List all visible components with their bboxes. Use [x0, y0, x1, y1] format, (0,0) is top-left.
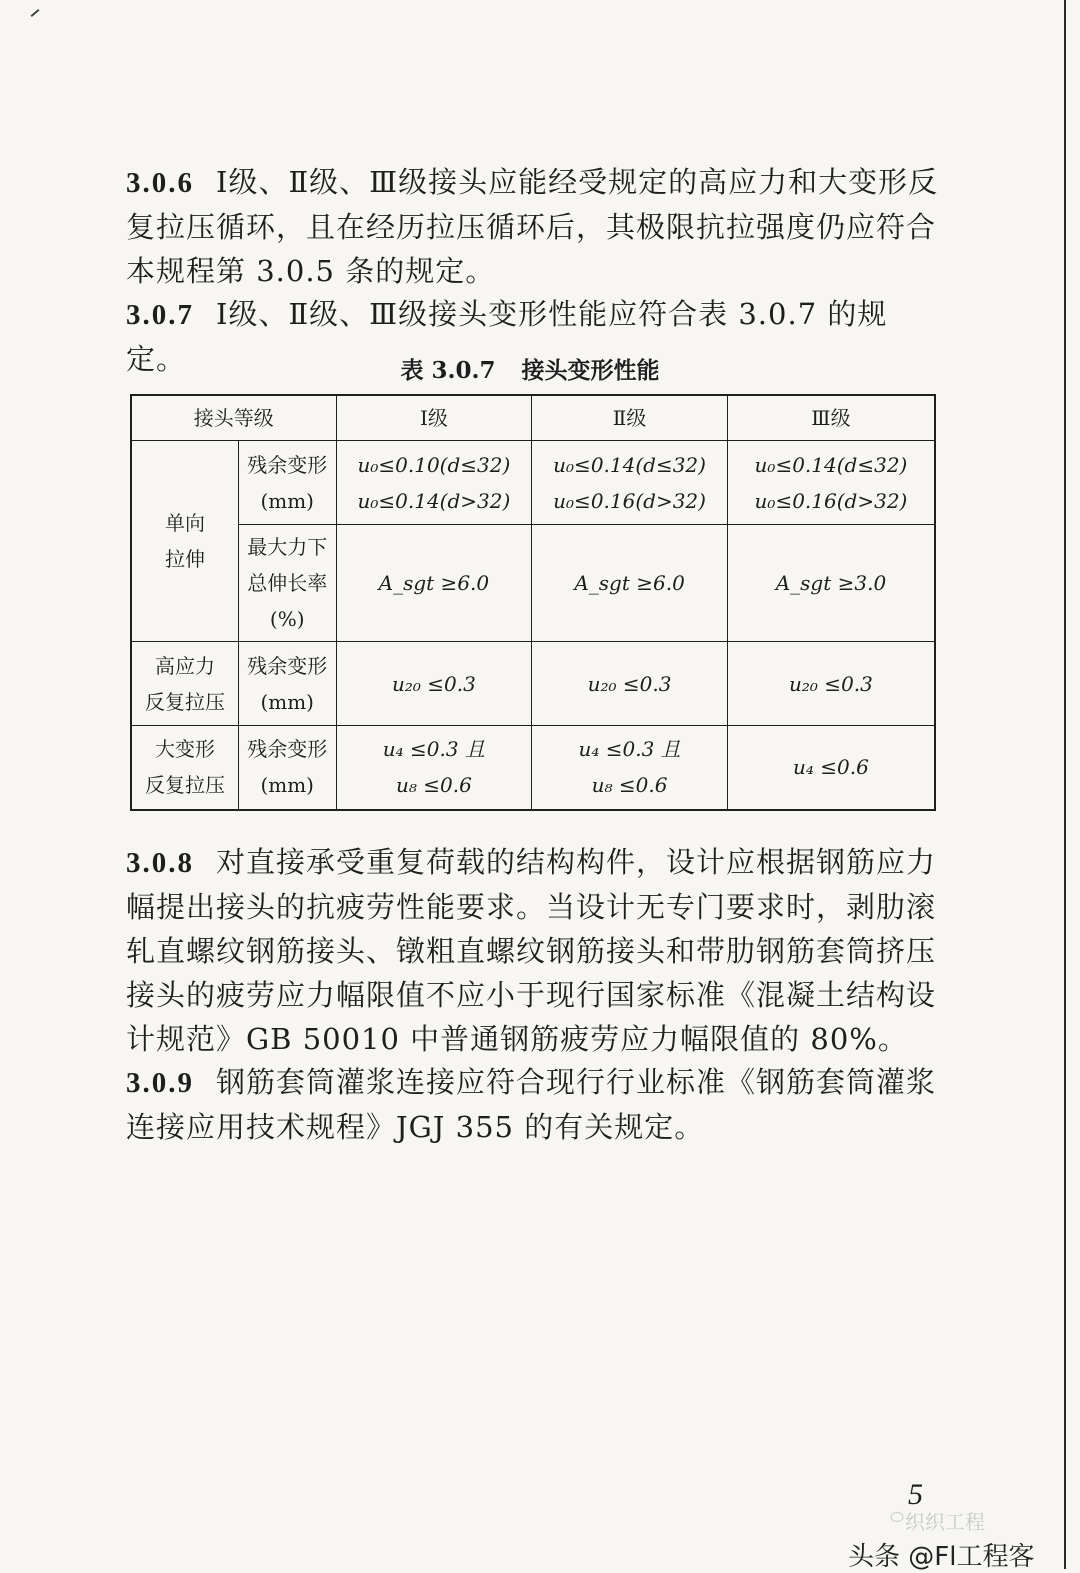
watermark-faint: 织织工程 — [905, 1510, 985, 1534]
clause-3-0-6 — [126, 160, 946, 293]
clause-3-0-8 — [126, 840, 946, 1061]
clause-number: 3.0.7 — [126, 299, 194, 331]
cell-large-g3: u₄ ≤0.6 — [727, 726, 935, 810]
watermark-chat-icon — [890, 1510, 906, 1526]
table-caption: 接头变形性能 — [521, 357, 660, 384]
cell-large-g1: u₄ ≤0.3 且 u₈ ≤0.6 — [336, 726, 532, 810]
table-row-large-deform — [131, 726, 935, 810]
table-row-elongation — [131, 525, 935, 642]
header-grade-3: Ⅲ级 — [727, 395, 935, 441]
cell-elong-g3: A_sgt ≥3.0 — [727, 525, 935, 642]
label-residual: 残余变形 (mm) — [238, 441, 336, 525]
table-number: 表 3.0.7 — [400, 357, 496, 384]
page-edge — [1064, 0, 1066, 1569]
cell-elong-g2: A_sgt ≥6.0 — [532, 525, 728, 642]
joint-deformation-table — [130, 394, 936, 811]
clause-text: Ⅰ级、Ⅱ级、Ⅲ级接头变形性能应符合表 3.0.7 的规定。 — [126, 297, 888, 376]
cell-high-g2: u₂₀ ≤0.3 — [532, 642, 728, 726]
clause-text: 钢筋套筒灌浆连接应符合现行行业标准《钢筋套筒灌浆连接应用技术规程》JGJ 355 的有关规定。 — [126, 1065, 937, 1144]
cell-high-g1: u₂₀ ≤0.3 — [336, 642, 532, 726]
page-number: 5 — [908, 1478, 923, 1511]
clause-number: 3.0.9 — [126, 1067, 194, 1099]
cell-residual-g1: u₀≤0.10(d≤32) u₀≤0.14(d>32) — [336, 441, 532, 525]
watermark: 头条 @Fl工程客 — [848, 1542, 1035, 1572]
header-grade-1: Ⅰ级 — [336, 395, 532, 441]
table-row-residual — [131, 441, 935, 525]
cell-elong-g1: A_sgt ≥6.0 — [336, 525, 532, 642]
clause-text: 对直接承受重复荷载的结构构件，设计应根据钢筋应力幅提出接头的抗疲劳性能要求。当设计无专门要求时，剥肋滚轧直螺纹钢筋接头、镦粗直螺纹钢筋接头和带肋钢筋套筒挤压接头的疲劳应力幅限值不应小于现行国家标准《混凝土结构设计规范》GB 50010 中普通钢筋疲劳应力幅限值的 80%。 — [126, 845, 937, 1056]
table-title — [0, 352, 1060, 385]
table-row-high-stress — [131, 642, 935, 726]
clause-text: Ⅰ级、Ⅱ级、Ⅲ级接头应能经受规定的高应力和大变形反复拉压循环，且在经历拉压循环后，其极限抗拉强度仍应符合本规程第 3.0.5 条的规定。 — [126, 165, 939, 288]
cell-large-g2: u₄ ≤0.3 且 u₈ ≤0.6 — [532, 726, 728, 810]
header-grade-2: Ⅱ级 — [532, 395, 728, 441]
group-uniaxial: 单向拉伸 — [131, 441, 238, 642]
cell-high-g3: u₂₀ ≤0.3 — [727, 642, 935, 726]
group-high-stress: 高应力 反复拉压 — [131, 642, 238, 726]
table-header-row — [131, 395, 935, 441]
cell-residual-g2: u₀≤0.14(d≤32) u₀≤0.16(d>32) — [532, 441, 728, 525]
clause-number: 3.0.8 — [126, 847, 194, 879]
scan-mark — [31, 9, 40, 17]
label-large-deform: 残余变形 (mm) — [238, 726, 336, 810]
label-elongation: 最大力下 总伸长率 (%) — [238, 525, 336, 642]
clause-3-0-9 — [126, 1060, 946, 1149]
clause-number: 3.0.6 — [126, 167, 194, 199]
group-large-deform: 大变形 反复拉压 — [131, 726, 238, 810]
header-grade: 接头等级 — [131, 395, 336, 441]
label-high-stress: 残余变形 (mm) — [238, 642, 336, 726]
cell-residual-g3: u₀≤0.14(d≤32) u₀≤0.16(d>32) — [727, 441, 935, 525]
